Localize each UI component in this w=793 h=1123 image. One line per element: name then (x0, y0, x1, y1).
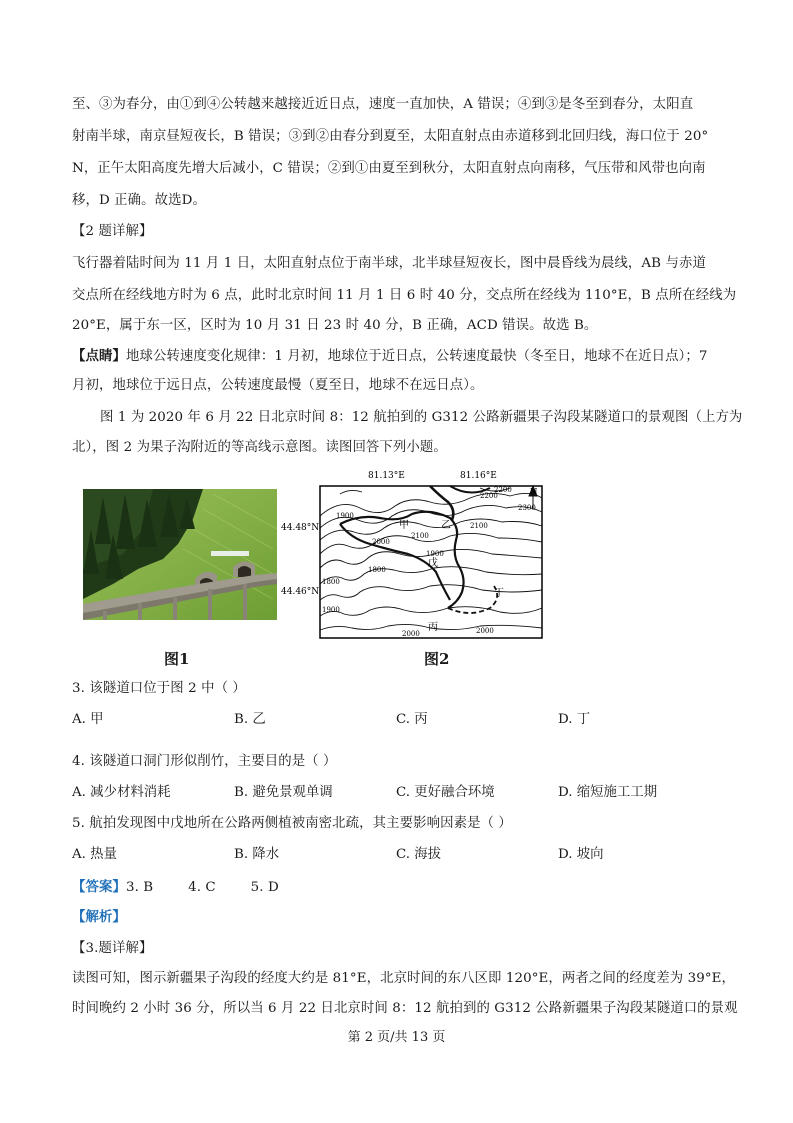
place-jia: 甲 (399, 520, 409, 531)
answer-line (72, 877, 724, 898)
place-ding: 丁 (494, 588, 504, 599)
contour-label: 1900 (322, 606, 340, 614)
text-line: 图 1 为 2020 年 6 月 22 日北京时间 8：12 航拍到的 G312 公路新疆果子沟段某隧道口的景观图（上方为 (100, 410, 743, 425)
place-wu: 戊 (428, 558, 438, 569)
place-bing: 丙 (428, 622, 438, 633)
text-line: 读图可知，图示新疆果子沟段的经度大约是 81°E，北京时间的东八区即 120°E，两者之间的经度差为 39°E， (72, 971, 736, 986)
lat-top-label: 44.48°N (281, 523, 320, 533)
north-label: N (530, 486, 538, 496)
contour-map (280, 468, 545, 643)
contour-label: 2100 (470, 522, 488, 530)
q4-option-d: D. 缩短施工工期 (558, 785, 658, 800)
contour-label: 1800 (322, 578, 340, 586)
answer-text: 3. B 4. C 5. D (125, 880, 279, 895)
q5-option-b: B. 降水 (234, 847, 280, 862)
q4-option-b: B. 避免景观单调 (234, 785, 333, 800)
lon-right-label: 81.16°E (460, 471, 497, 481)
figure1-caption: 图1 (164, 650, 190, 668)
question-4-stem: 4. 该隧道口洞门形似削竹，主要目的是（ ） (72, 754, 337, 769)
text-line: 交点所在经线地方时为 6 点，此时北京时间 11 月 1 日 6 时 40 分，交点所在经线为 110°E，B 点所在经线为 (72, 288, 737, 303)
contour-label: 2000 (372, 538, 390, 546)
question-5-stem: 5. 航拍发现图中戊地所在公路两侧植被南密北疏，其主要影响因素是（ ） (72, 816, 512, 831)
contour-label: 2100 (411, 532, 429, 540)
text-line: 飞行器着陆时间为 11 月 1 日，太阳直射点位于南半球，北半球昼短夜长，图中晨昏线为晨线，AB 与赤道 (72, 256, 706, 271)
tip-text: 地球公转速度变化规律：1 月初，地球位于近日点，公转速度最快（冬至日，地球不在近日点）；7 (125, 349, 708, 364)
q3-option-d: D. 丁 (558, 712, 591, 727)
tip-tag: 【点睛】 (72, 348, 126, 364)
contour-label: 2200 (480, 492, 498, 500)
tip-line (72, 346, 724, 367)
q3-option-a: A. 甲 (72, 712, 104, 727)
question-3-stem: 3. 该隧道口位于图 2 中（ ） (72, 681, 246, 696)
text-line: 月初，地球位于远日点，公转速度最慢（夏至日，地球不在远日点）。 (72, 378, 484, 393)
contour-label: 1800 (368, 566, 386, 574)
lat-bottom-label: 44.46°N (281, 587, 320, 597)
text-line: 射南半球，南京昼短夜长，B 错误；③到②由春分到夏至，太阳直射点由赤道移到北回归线，海口位于 20° (72, 129, 709, 144)
q5-option-c: C. 海拔 (396, 847, 442, 862)
contour-label: 2000 (402, 630, 420, 638)
lon-left-label: 81.13°E (368, 471, 405, 481)
text-line: 时间晚约 2 小时 36 分，所以当 6 月 22 日北京时间 8：12 航拍到的 G312 公路新疆果子沟段某隧道口的景观 (72, 1001, 738, 1016)
contour-label: 1900 (336, 512, 354, 520)
q5-option-d: D. 坡向 (558, 847, 604, 862)
page-footer: 第 2 页/共 13 页 (347, 1030, 446, 1045)
contour-label: 2300 (518, 504, 536, 512)
answer-tag: 【答案】 (72, 879, 126, 895)
q3-option-c: C. 丙 (396, 712, 428, 727)
place-yi: 乙 (441, 520, 451, 531)
text-line: 北），图 2 为果子沟附近的等高线示意图。读图回答下列小题。 (72, 440, 447, 455)
q4-option-a: A. 减少材料消耗 (72, 785, 171, 800)
q5-option-a: A. 热量 (72, 847, 117, 862)
q3-option-b: B. 乙 (234, 712, 266, 727)
tunnel-photo (83, 489, 277, 620)
contour-label: 2000 (476, 627, 494, 635)
q3-heading: 【3.题详解】 (72, 941, 153, 956)
contour-label: 2200 (494, 486, 512, 494)
figure2-caption: 图2 (424, 650, 450, 668)
text-line: 20°E，属于东一区，区时为 10 月 31 日 23 时 40 分，B 正确，ACD 错误。故选 B。 (72, 318, 598, 333)
q4-option-c: C. 更好融合环境 (396, 785, 495, 800)
text-line: 移，D 正确。故选D。 (72, 193, 206, 208)
text-line: 至、③为春分，由①到④公转越来越接近近日点，速度一直加快，A 错误；④到③是冬至到春分，太阳直 (72, 97, 694, 112)
analysis-tag: 【解析】 (72, 909, 126, 925)
contour-label: 1900 (426, 550, 444, 558)
q2-heading: 【2 题详解】 (72, 224, 153, 239)
text-line: N，正午太阳高度先增大后减小，C 错误；②到①由夏至到秋分，太阳直射点向南移，气压带和风带也向南 (72, 161, 706, 176)
